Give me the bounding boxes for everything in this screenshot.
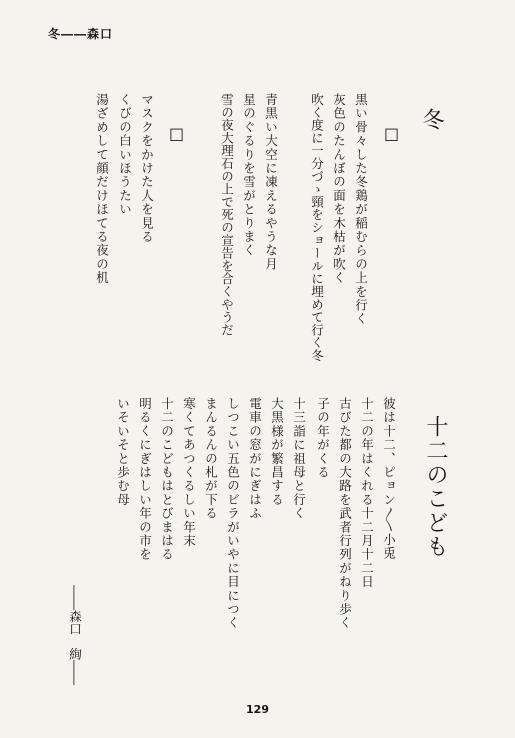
poem-line: 黒い骨々した冬鶏が稲むらの上を行く xyxy=(353,93,369,326)
poem-line: 灰色のたんぼの面を木枯が吹く xyxy=(331,93,347,285)
poem-line: くびの白いほうたい xyxy=(117,93,133,217)
poem-line: いそいそと歩む母 xyxy=(115,397,131,507)
poem-line: 大黒様が繁昌する xyxy=(269,397,285,507)
poem-line: 寒くてあつくるしい年末 xyxy=(181,397,197,548)
poem-line: 十二の年はくれる十二月十二日 xyxy=(359,397,375,589)
poem-line: 湯ざめして顔だけほてる夜の机 xyxy=(94,93,110,285)
poem-line: マスクをかけた人を見る xyxy=(139,93,155,244)
poem-line: 星のぐるりを雪がとりまく xyxy=(241,93,257,258)
poem-line: 明るくにぎはしい年の市を xyxy=(137,397,153,562)
poem-line: 彼は十二、ピョン〳〵小兎 xyxy=(381,397,397,561)
author-signature: ――森口 絢―― xyxy=(67,585,83,685)
running-head: 冬――森口 xyxy=(48,27,114,41)
poem-title-winter: 冬 xyxy=(419,108,444,136)
poem-line: 電車の窓がにぎはふ xyxy=(247,397,263,521)
poem-line: 吹く度に一分づゝ頸をショールに埋めて行く冬 xyxy=(309,93,325,362)
section-mark: □ xyxy=(167,124,186,143)
poem-line: 雪の夜大理石の上で死の宣告を合くやうだ xyxy=(219,93,235,337)
poem-line: 子の年がくる xyxy=(315,397,331,480)
poem-line: 十三詣に祖母と行く xyxy=(291,397,307,521)
poem-title-twelve-child: 十二のこども xyxy=(423,415,448,559)
poem-line: 十二のこどもはとびまはる xyxy=(159,397,175,562)
poem-line: まんるんの札が下る xyxy=(203,397,219,521)
poem-line: 古びた都の大路を武者行列がねり歩く xyxy=(337,397,353,630)
page-number: 129 xyxy=(246,703,269,716)
section-mark: □ xyxy=(382,124,401,143)
poem-line: しつこい五色のビラがいやに目につく xyxy=(225,397,241,630)
poem-line: 青黒い大空に凍えるやうな月 xyxy=(263,93,279,272)
